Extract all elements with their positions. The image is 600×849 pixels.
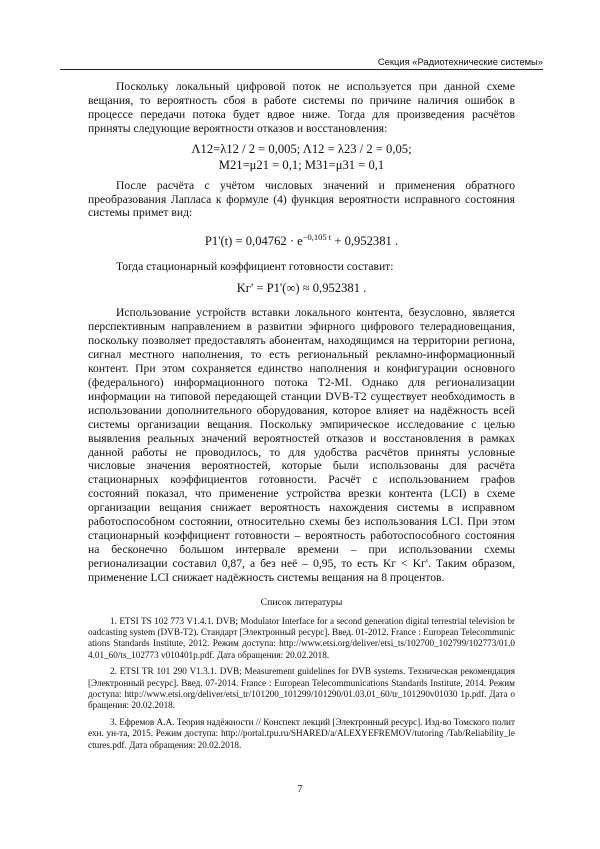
formula-recovery-rates: M21=μ21 = 0,1; M31=μ31 = 0,1 xyxy=(218,157,385,172)
paragraph-1: Поскольку локальный цифровой поток не используется при данной схеме вещания, то вероятность сбоя в работе системы по причине наличия ошибок в процессе передачи потока будет вдвое ниже. Тогда для произведения расчётов приняты следующие вероятности отказов и восстановления: xyxy=(88,80,515,135)
paragraph-2: После расчёта с учётом числовых значений и применения обратного преобразования Лапласа к формуле (4) функция вероятности исправного состояния системы примет вид: xyxy=(88,178,515,220)
reference-item: 1. ETSI TS 102 773 V1.4.1. DVB; Modulator Interface for a second generation digital terrestrial television broadcasting system (DVB-T2). Стандарт [Электронный ресурс]. Введ. 01-2012. France : European Telecommunications Standards Institute, 2012. Режим доступа: http://www.etsi.org/deliver/etsi_ts/102700_102799/102773/01.04.01_60/ts_102773 v010401p.pdf. Дата обращения: 20.02.2018. xyxy=(88,615,515,660)
running-header: Секция «Радиотехнические системы» xyxy=(60,56,543,70)
references-title: Список литературы xyxy=(260,596,343,608)
paragraph-4: Использование устройств вставки локального контента, безусловно, является перспективным направлением в развитии эфирного цифрового телерадиовещания, поскольку позволяет предоставлять абонентам, находящимся на территории региона, сигнал местного наполнения, то есть региональный рекламно-информационный контент. При этом сохраняется единство наполнения и конфигурации основного (федерального) информационного потока T2-MI. Однако для регионализации информации на типовой передающей станции DVB-T2 существует необходимость в использовании дополнительного оборудования, которое влияет на надёжность всей системы организации вещания. Поскольку эмпирическое исследование с целью выявления реальных значений вероятностей отказов и восстановления в рамках данной работы не проводилось, то для удобства расчётов приняты условные числовые значения вероятностей, которые были использованы для расчёта стационарных коэффициентов готовности. Расчёт с использованием графов состояний показал, что применение устройства врезки контента (LCI) в схеме организации вещания снижает вероятность нахождения системы в исправном работоспособном состоянии, относительно схемы без использования LCI. При этом стационарный коэффициент готовности – вероятность работоспособного состояния на бесконечно большом интервале времени – при использовании схемы регионализации составил 0,87, а без неё – 0,95, то есть Kг < Kг'. Таким образом, применение LCI снижает надёжность системы вещания на 8 процентов. xyxy=(88,306,515,584)
main-text xyxy=(88,80,515,756)
paragraph-3: Тогда стационарный коэффициент готовности составит: xyxy=(116,259,394,273)
page-number: 7 xyxy=(297,784,303,795)
formula-exponent: −0,105 t xyxy=(302,232,332,243)
formula-probability-lhs: P1'(t) = 0,04762 · e xyxy=(204,234,303,249)
formula-probability-function xyxy=(88,230,515,249)
formula-probability-rhs: + 0,952381 . xyxy=(331,234,399,249)
reference-item: 2. ETSI TR 101 290 V1.3.1. DVB; Measurement guidelines for DVB systems. Техническая рекомендация [Электронный ресурс]. Введ. 07-2014. France : European Telecommunications Standards Institute, 2014. Режим доступа: http://www.etsi.org/deliver/etsi_tr/101200_101299/101290/01.03.01_60/tr_101290v01030 1p.pdf. Дата обращения: 20.02.2018. xyxy=(88,666,515,711)
formula-failure-rates: Λ12=λ12 / 2 = 0,005; Λ12 = λ23 / 2 = 0,05; xyxy=(191,141,412,156)
formula-availability-coefficient: Kг' = P1'(∞) ≈ 0,952381 . xyxy=(236,281,367,296)
reference-item: 3. Ефремов А.А. Теория надёжности // Конспект лекций [Электронный ресурс]. Изд-во Томского политехн. ун-та, 2015. Режим доступа: http://portal.tpu.ru/SHARED/a/ALEXYEFREMOV/tutoring /Tab/Reliability_lectures.pdf. Дата обращения: 20.02.2018. xyxy=(88,716,515,750)
